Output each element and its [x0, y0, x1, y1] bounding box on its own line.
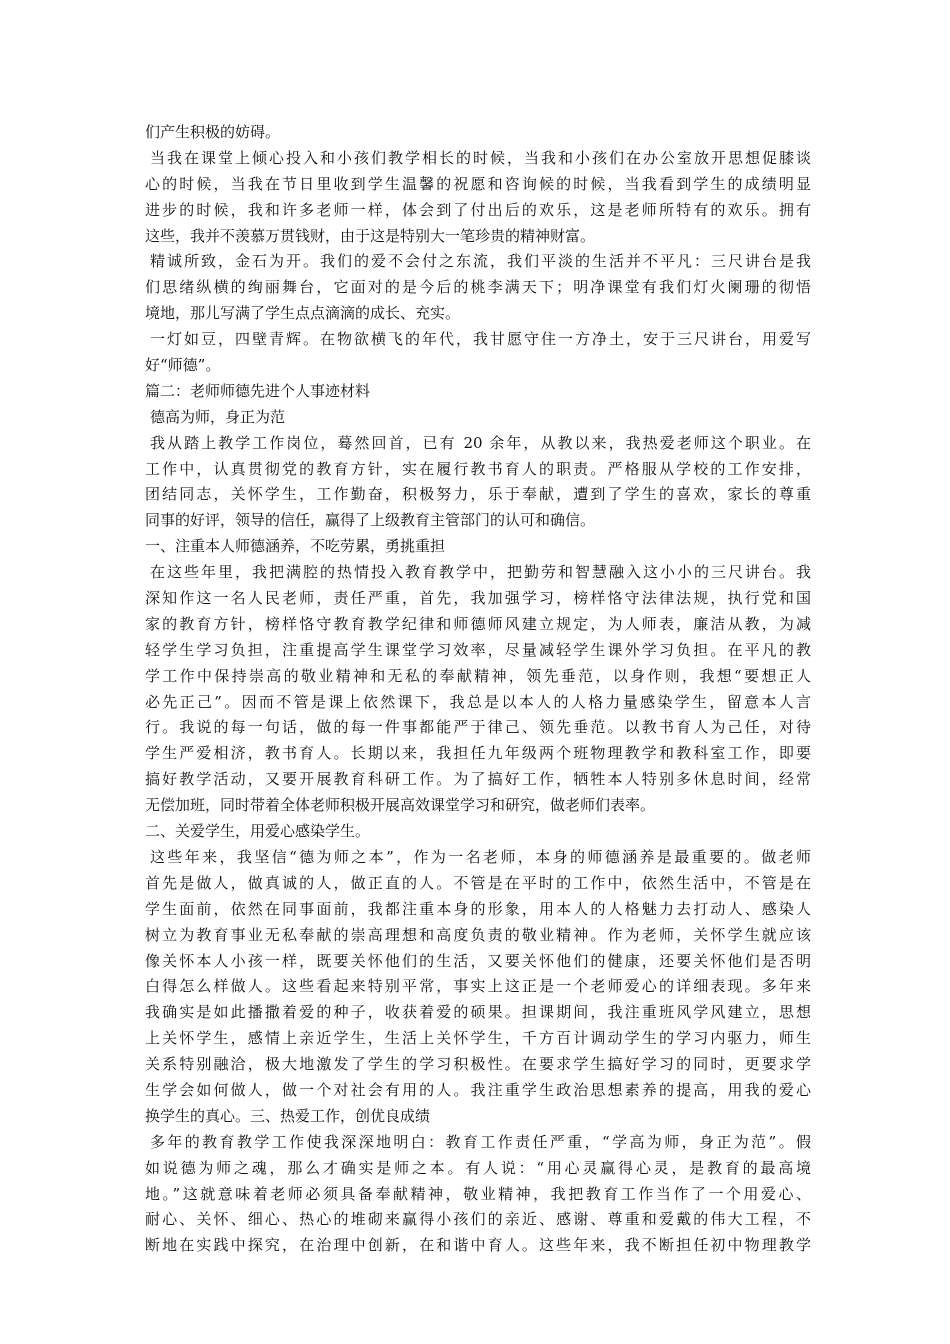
- text-line: 们思绪纵横的绚丽舞台，它面对的是今后的桃李满天下；明净课堂有我们灯火阑珊的彻悟: [145, 278, 811, 297]
- paragraph: [145, 327, 811, 379]
- text-line: 在这些年里，我把满腔的热情投入教育教学中，把勤劳和智慧融入这小小的三尺讲台。我: [150, 563, 811, 582]
- text-line: 首先是做人，做真诚的人，做正直的人。不管是在平时的工作中，依然生活中，不管是在: [145, 873, 811, 892]
- text-line: 我确实是如此播撒着爱的种子，收获着爱的硕果。担课期间，我注重班风学风建立，思想: [145, 1003, 811, 1022]
- text-line: 团结同志，关怀学生，工作勤奋，积极努力，乐于奉献，遭到了学生的喜欢，家长的尊重: [145, 485, 811, 504]
- text-line: 们产生积极的妨碍。: [145, 123, 281, 141]
- paragraph: [145, 560, 811, 819]
- text-line: 境地，那儿写满了学生点点滴滴的成长、充实。: [145, 304, 461, 323]
- paragraph: [145, 379, 811, 405]
- text-line: 一灯如豆，四壁青辉。在物欲横飞的年代，我甘愿守住一方净土，安于三尺讲台，用爱写: [150, 330, 811, 349]
- text-line: 心的时候，当我在节日里收到学生温馨的祝愿和咨询候的时候，当我看到学生的成绩明显: [145, 174, 811, 193]
- text-line: 学生严爱相济，教书育人。长期以来，我担任九年级两个班物理教学和教科室工作，即要: [145, 744, 811, 763]
- text-line: 家的教育方针，榜样恪守教育教学纪律和师德师风建立规定，为人师表，廉洁从教，为减: [145, 614, 811, 633]
- text-line: 多年的教育教学工作使我深深地明白：教育工作责任严重，“学高为师，身正为范”。假: [150, 1132, 811, 1151]
- paragraph: [145, 819, 811, 845]
- text-line: 关系特别融洽，极大地激发了学生的学习积极性。在要求学生搞好学习的同时，更要求学: [145, 1055, 811, 1074]
- text-line: 搞好教学活动，又要开展教育科研工作。为了搞好工作，牺牲本人特别多休息时间，经常: [145, 770, 811, 789]
- text-line: 进步的时候，我和许多老师一样，体会到了付出后的欢乐，这是老师所特有的欢乐。拥有: [145, 200, 811, 219]
- text-line: 换学生的真心。三、热爱工作，创优良成绩: [145, 1106, 431, 1125]
- paragraph: [145, 120, 811, 146]
- paragraph: [145, 249, 811, 327]
- text-line: 树立为教育事业无私奉献的崇高理想和高度负责的敬业精神。作为老师，关怀学生就应该: [145, 925, 811, 944]
- text-line: 篇二：老师师德先进个人事迹材料: [145, 381, 371, 400]
- text-line: 行。我说的每一句话，做的每一件事都能严于律己、领先垂范。以教书育人为己任，对待: [145, 718, 811, 737]
- paragraph: [145, 534, 811, 560]
- paragraph: [145, 431, 811, 535]
- text-line: 地。”这就意味着老师必须具备奉献精神，敬业精神，我把教育工作当作了一个用爱心、: [145, 1184, 811, 1203]
- paragraph: [145, 405, 811, 431]
- text-line: 好“师德”。: [145, 356, 221, 375]
- text-line: 一、注重本人师德涵养，不吃劳累，勇挑重担: [145, 537, 446, 556]
- text-line: 德高为师，身正为范: [150, 407, 286, 426]
- text-line: 白得怎么样做人。这些看起来特别平常，事实上这正是一个老师爱心的详细表现。多年来: [145, 977, 811, 996]
- text-line: 轻学生学习负担，注重提高学生课堂学习效率，尽量减轻学生课外学习负担。在平凡的教: [145, 640, 811, 659]
- text-line: 必先正己”。因而不管是课上依然课下，我总是以本人的人格力量感染学生，留意本人言: [145, 692, 811, 711]
- paragraph: [145, 845, 811, 1130]
- text-line: 无偿加班，同时带着全体老师积极开展高效课堂学习和研究，做老师们表率。: [145, 796, 656, 815]
- text-line: 这些，我并不羡慕万贯钱财，由于这是特别大一笔珍贵的精神财富。: [145, 226, 596, 245]
- text-line: 同事的好评，领导的信任，赢得了上级教育主管部门的认可和确信。: [145, 511, 596, 530]
- text-line: 二、关爱学生，用爱心感染学生。: [145, 822, 371, 841]
- paragraph: [145, 1130, 811, 1259]
- text-line: 学工作中保持崇高的敬业精神和无私的奉献精神，领先垂范，以身作则，我想“要想正人: [145, 666, 811, 685]
- text-line: 深知作这一名人民老师，责任严重，首先，我加强学习，榜样恪守法律法规，执行党和国: [145, 589, 811, 608]
- text-line: 当我在课堂上倾心投入和小孩们教学相长的时候，当我和小孩们在办公室放开思想促膝谈: [150, 148, 811, 167]
- text-line: 学生面前，依然在同事面前，我都注重本身的形象，用本人的人格魅力去打动人、感染人: [145, 899, 811, 918]
- text-line: 如说德为师之魂，那么才确实是师之本。有人说：“用心灵赢得心灵，是教育的最高境: [145, 1158, 811, 1177]
- text-line: 生学会如何做人，做一个对社会有用的人。我注重学生政治思想素养的提高，用我的爱心: [145, 1080, 811, 1099]
- text-line: 这些年来，我坚信“德为师之本”，作为一名老师，本身的师德涵养是最重要的。做老师: [150, 847, 811, 866]
- paragraph: [145, 146, 811, 250]
- document-page: [145, 120, 811, 1259]
- text-line: 我从踏上教学工作岗位，蓦然回首，已有 20 余年，从教以来，我热爱老师这个职业。在: [150, 433, 811, 452]
- text-line: 耐心、关怀、细心、热心的堆砌来赢得小孩们的亲近、感谢、尊重和爱戴的伟大工程，不: [145, 1210, 811, 1229]
- text-line: 上关怀学生，感情上亲近学生，生活上关怀学生，千方百计调动学生的学习内驱力，师生: [145, 1029, 811, 1048]
- text-line: 精诚所致，金石为开。我们的爱不会付之东流，我们平淡的生活并不平凡：三尺讲台是我: [150, 252, 811, 271]
- text-line: 像关怀本人小孩一样，既要关怀他们的生活，又要关怀他们的健康，还要关怀他们是否明: [145, 951, 811, 970]
- text-line: 断地在实践中探究，在治理中创新，在和谐中育人。这些年来，我不断担任初中物理教学: [145, 1236, 811, 1255]
- text-line: 工作中，认真贯彻党的教育方针，实在履行教书育人的职责。严格服从学校的工作安排，: [145, 459, 811, 478]
